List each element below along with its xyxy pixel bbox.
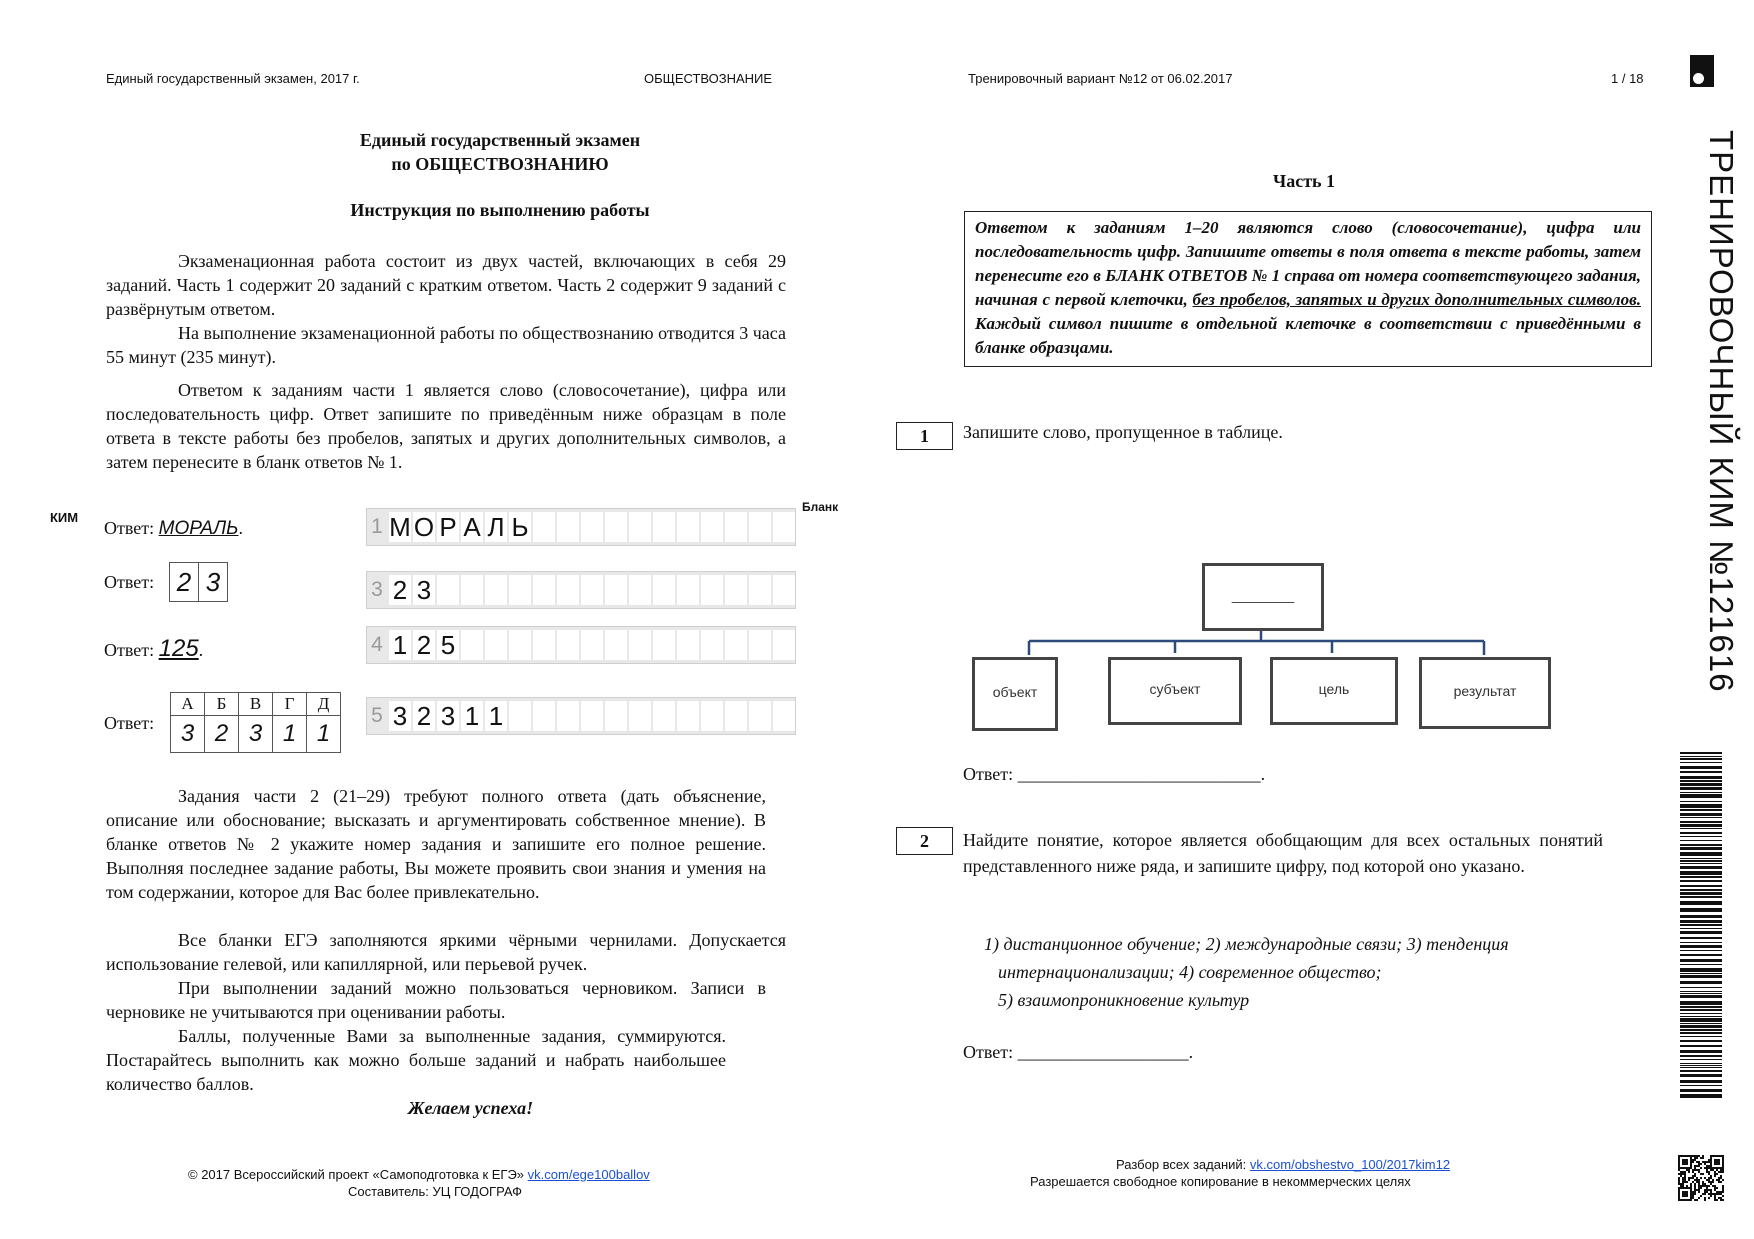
barcode [1680,752,1722,1102]
left-footer-link[interactable]: vk.com/ege100ballov [527,1167,650,1182]
answer-2-line[interactable]: Ответ: ___________________. [963,1042,1194,1062]
blank-cell [675,701,699,731]
blank-cell [723,512,747,542]
blank-cell: 2 [387,575,411,605]
blank-cell [771,630,795,660]
blank-cell: 2 [411,701,435,731]
blank-cell [627,701,651,731]
blank-cell [699,512,723,542]
blank-cell [507,575,531,605]
blank-cell: 3 [387,701,411,731]
diagram-node-object: объект [972,657,1058,731]
question-1-text: Запишите слово, пропущенное в таблице. [963,422,1283,442]
blank-cell [483,575,507,605]
answer-label: Ответ: [104,572,155,592]
box-text-underlined: без пробелов, запятых и других дополнительных символов. [1192,290,1641,309]
diagram-node-missing: ________ [1202,563,1324,631]
header-subject: ОБЩЕСТВОЗНАНИЕ [644,71,773,86]
blank-cell [603,512,627,542]
blank-cell [651,512,675,542]
header-variant: Тренировочный вариант №12 от 06.02.2017 [968,71,1233,86]
abv-digit: 1 [273,716,307,753]
task-number-2: 2 [896,827,953,855]
abv-digit: 3 [239,716,273,753]
instructions-paragraph-2: На выполнение экзаменационной работы по обществознанию отводится 3 часа 55 минут (235 минут). [106,323,786,367]
blank-cell [555,512,579,542]
example-1-answer: Ответ: МОРАЛЬ. [104,518,243,539]
blank-cell [627,575,651,605]
blank-row-number: 3 [371,578,383,601]
options-line-2: интернационализации; 4) современное общество; [998,962,1382,982]
instructions-paragraph-1: Экзаменационная работа состоит из двух частей, включающих в себя 29 заданий. Часть 1 содержит 20 заданий с кратким ответом. Часть 2 содержит 9 заданий с развёрнутым ответом. [106,251,786,319]
blank-cell: 5 [435,630,459,660]
abv-letter: Б [205,693,239,716]
left-footer-author: Составитель: УЦ ГОДОГРАФ [348,1184,523,1199]
abv-letter: В [239,693,273,716]
example-1-handwritten: МОРАЛЬ [158,518,239,539]
blank-row-number: 5 [371,704,383,727]
example-2-cell: 3 [199,562,228,602]
blank-row-example-2 [366,571,796,609]
blank-row-example-3 [366,626,796,664]
blank-cell: 3 [411,575,435,605]
task-number-1: 1 [896,422,953,450]
side-title: ТРЕНИРОВОЧНЫЙ КИМ №121616 [1703,130,1740,693]
right-footer-license: Разрешается свободное копирование в некоммерческих целях [1030,1174,1411,1189]
blank-cell [723,630,747,660]
box-text-main: Ответом к заданиям 1–20 являются слово (словосочетание), цифра или последовательность цифр. Запишите ответы в поля ответа в тексте работы, затем перенесите его в БЛАНК ОТВЕТОВ № 1 справа от номера соответствующего задания, начиная с первой клеточки, [975,218,1641,309]
instructions-paragraph-6: При выполнении заданий можно пользоваться черновиком. Записи в черновике не учитываются при оценивании работы. [106,978,766,1022]
blank-cell: А [459,512,483,542]
blank-cell [507,630,531,660]
blank-cell: 1 [459,701,483,731]
exam-title: Единый государственный экзамен [359,130,641,150]
example-2-cell: 2 [169,562,199,602]
label-blank: Бланк [802,500,839,514]
left-footer-text: © 2017 Всероссийский проект «Самоподготовка к ЕГЭ» [188,1167,525,1182]
blank-cell [747,575,771,605]
blank-cell [675,512,699,542]
blank-cell: 3 [435,701,459,731]
blank-cell [771,575,795,605]
blank-cell [603,701,627,731]
blank-row-number: 4 [371,633,383,656]
blank-row-number: 1 [371,515,383,538]
question-2-text: Найдите понятие, которое является обобщающим для всех остальных понятий представленного ниже ряда, и запишите цифру, под которой оно указано. [963,830,1603,876]
abv-digit: 2 [205,716,239,753]
blank-cell [747,701,771,731]
blank-cell [555,630,579,660]
blank-cell [579,512,603,542]
blank-cell: Ь [507,512,531,542]
blank-cell [747,512,771,542]
corner-marker [1690,55,1714,87]
blank-cell: 1 [483,701,507,731]
wish-text: Желаем успеха! [408,1098,534,1118]
blank-cell [747,630,771,660]
abv-letter: Г [273,693,307,716]
blank-cell [579,575,603,605]
blank-cell [699,575,723,605]
exam-subject-title: по ОБЩЕСТВОЗНАНИЮ [391,154,609,174]
blank-cell [627,630,651,660]
right-footer [1116,1157,1450,1172]
example-3-answer: Ответ: 125. [104,635,204,662]
answer-1-line[interactable]: Ответ: ___________________________. [963,764,1266,784]
example-2-boxes [169,562,228,602]
blank-cell [531,575,555,605]
blank-cell [531,701,555,731]
blank-cell [603,575,627,605]
example-4-table [170,692,341,753]
options-line-3: 5) взаимопроникновение культур [998,990,1250,1010]
blank-cell [699,630,723,660]
blank-cell [627,512,651,542]
blank-cell [579,630,603,660]
blank-cell [651,575,675,605]
header-left: Единый государственный экзамен, 2017 г. [106,71,360,86]
blank-cell [555,575,579,605]
example-3-handwritten: 125 [158,635,199,662]
blank-cells [387,630,795,660]
blank-cell [579,701,603,731]
answer-label: Ответ: [104,518,155,538]
right-footer-link[interactable]: vk.com/obshestvo_100/2017kim12 [1249,1157,1451,1172]
blank-cell: Л [483,512,507,542]
blank-cell [603,630,627,660]
instructions-paragraph-3: Ответом к заданиям части 1 является слово (словосочетание), цифра или последовательность цифр. Ответ запишите по приведённым ниже образцам в поле ответа в тексте работы без пробелов, запятых и других дополнительных символов, а затем перенесите в бланк ответов № 1. [106,380,786,472]
blank-cell [507,701,531,731]
question-2-options [984,930,1509,1014]
blank-cell [531,512,555,542]
blank-cell [531,630,555,660]
blank-cell [675,575,699,605]
options-line-1: 1) дистанционное обучение; 2) международные связи; 3) тенденция [984,934,1509,954]
blank-cell: 2 [411,630,435,660]
instructions-title: Инструкция по выполнению работы [350,200,650,220]
blank-cell [723,701,747,731]
abv-letter: Д [307,693,341,716]
blank-cell [555,701,579,731]
blank-cell [651,630,675,660]
blank-cell: Р [435,512,459,542]
qr-code [1678,1155,1724,1201]
left-footer [188,1167,650,1182]
blank-cell [651,701,675,731]
blank-cell [459,630,483,660]
answer-label: Ответ: [104,713,155,733]
blank-cell [771,701,795,731]
instructions-paragraph-5: Все бланки ЕГЭ заполняются яркими чёрными чернилами. Допускается использование гелевой, или капиллярной, или перьевой ручек. [106,930,786,974]
abv-digit: 3 [171,716,205,753]
blank-cells [387,701,795,731]
blank-cell: М [387,512,411,542]
right-footer-text: Разбор всех заданий: [1116,1157,1247,1172]
answer-label: Ответ: [104,640,155,660]
instructions-paragraph-4: Задания части 2 (21–29) требуют полного ответа (дать объяснение, описание или обоснование; высказать и аргументировать собственное мнение). В бланке ответов № 2 укажите номер задания и запишите его полное решение. Выполняя последнее задание работы, Вы можете проявить свои знания и умения на том содержании, которое для Вас более привлекательно. [106,786,766,902]
diagram-node-goal: цель [1270,657,1398,725]
blank-cell [771,512,795,542]
diagram-node-result: результат [1419,657,1551,729]
blank-cell [699,701,723,731]
blank-cells [387,575,795,605]
label-kim: КИМ [50,510,79,525]
blank-cell [459,575,483,605]
blank-cells [387,512,795,542]
blank-row-example-1 [366,508,796,546]
instructions-paragraph-7: Баллы, полученные Вами за выполненные задания, суммируются. Постарайтесь выполнить как можно больше заданий и набрать наибольшее количество баллов. [106,1026,726,1094]
abv-letter: А [171,693,205,716]
blank-cell: 1 [387,630,411,660]
page-number: 1 / 18 [1611,71,1644,86]
blank-cell [435,575,459,605]
blank-row-example-4 [366,697,796,735]
blank-cell: О [411,512,435,542]
blank-cell [483,630,507,660]
part-title: Часть 1 [1273,171,1336,191]
part1-instructions-box [964,211,1652,367]
diagram-node-subject: субъект [1108,657,1242,725]
blank-cell [675,630,699,660]
box-text-end: Каждый символ пишите в отдельной клеточке в соответствии с приведёнными в бланке образцами. [975,314,1641,357]
blank-cell [723,575,747,605]
abv-digit: 1 [307,716,341,753]
